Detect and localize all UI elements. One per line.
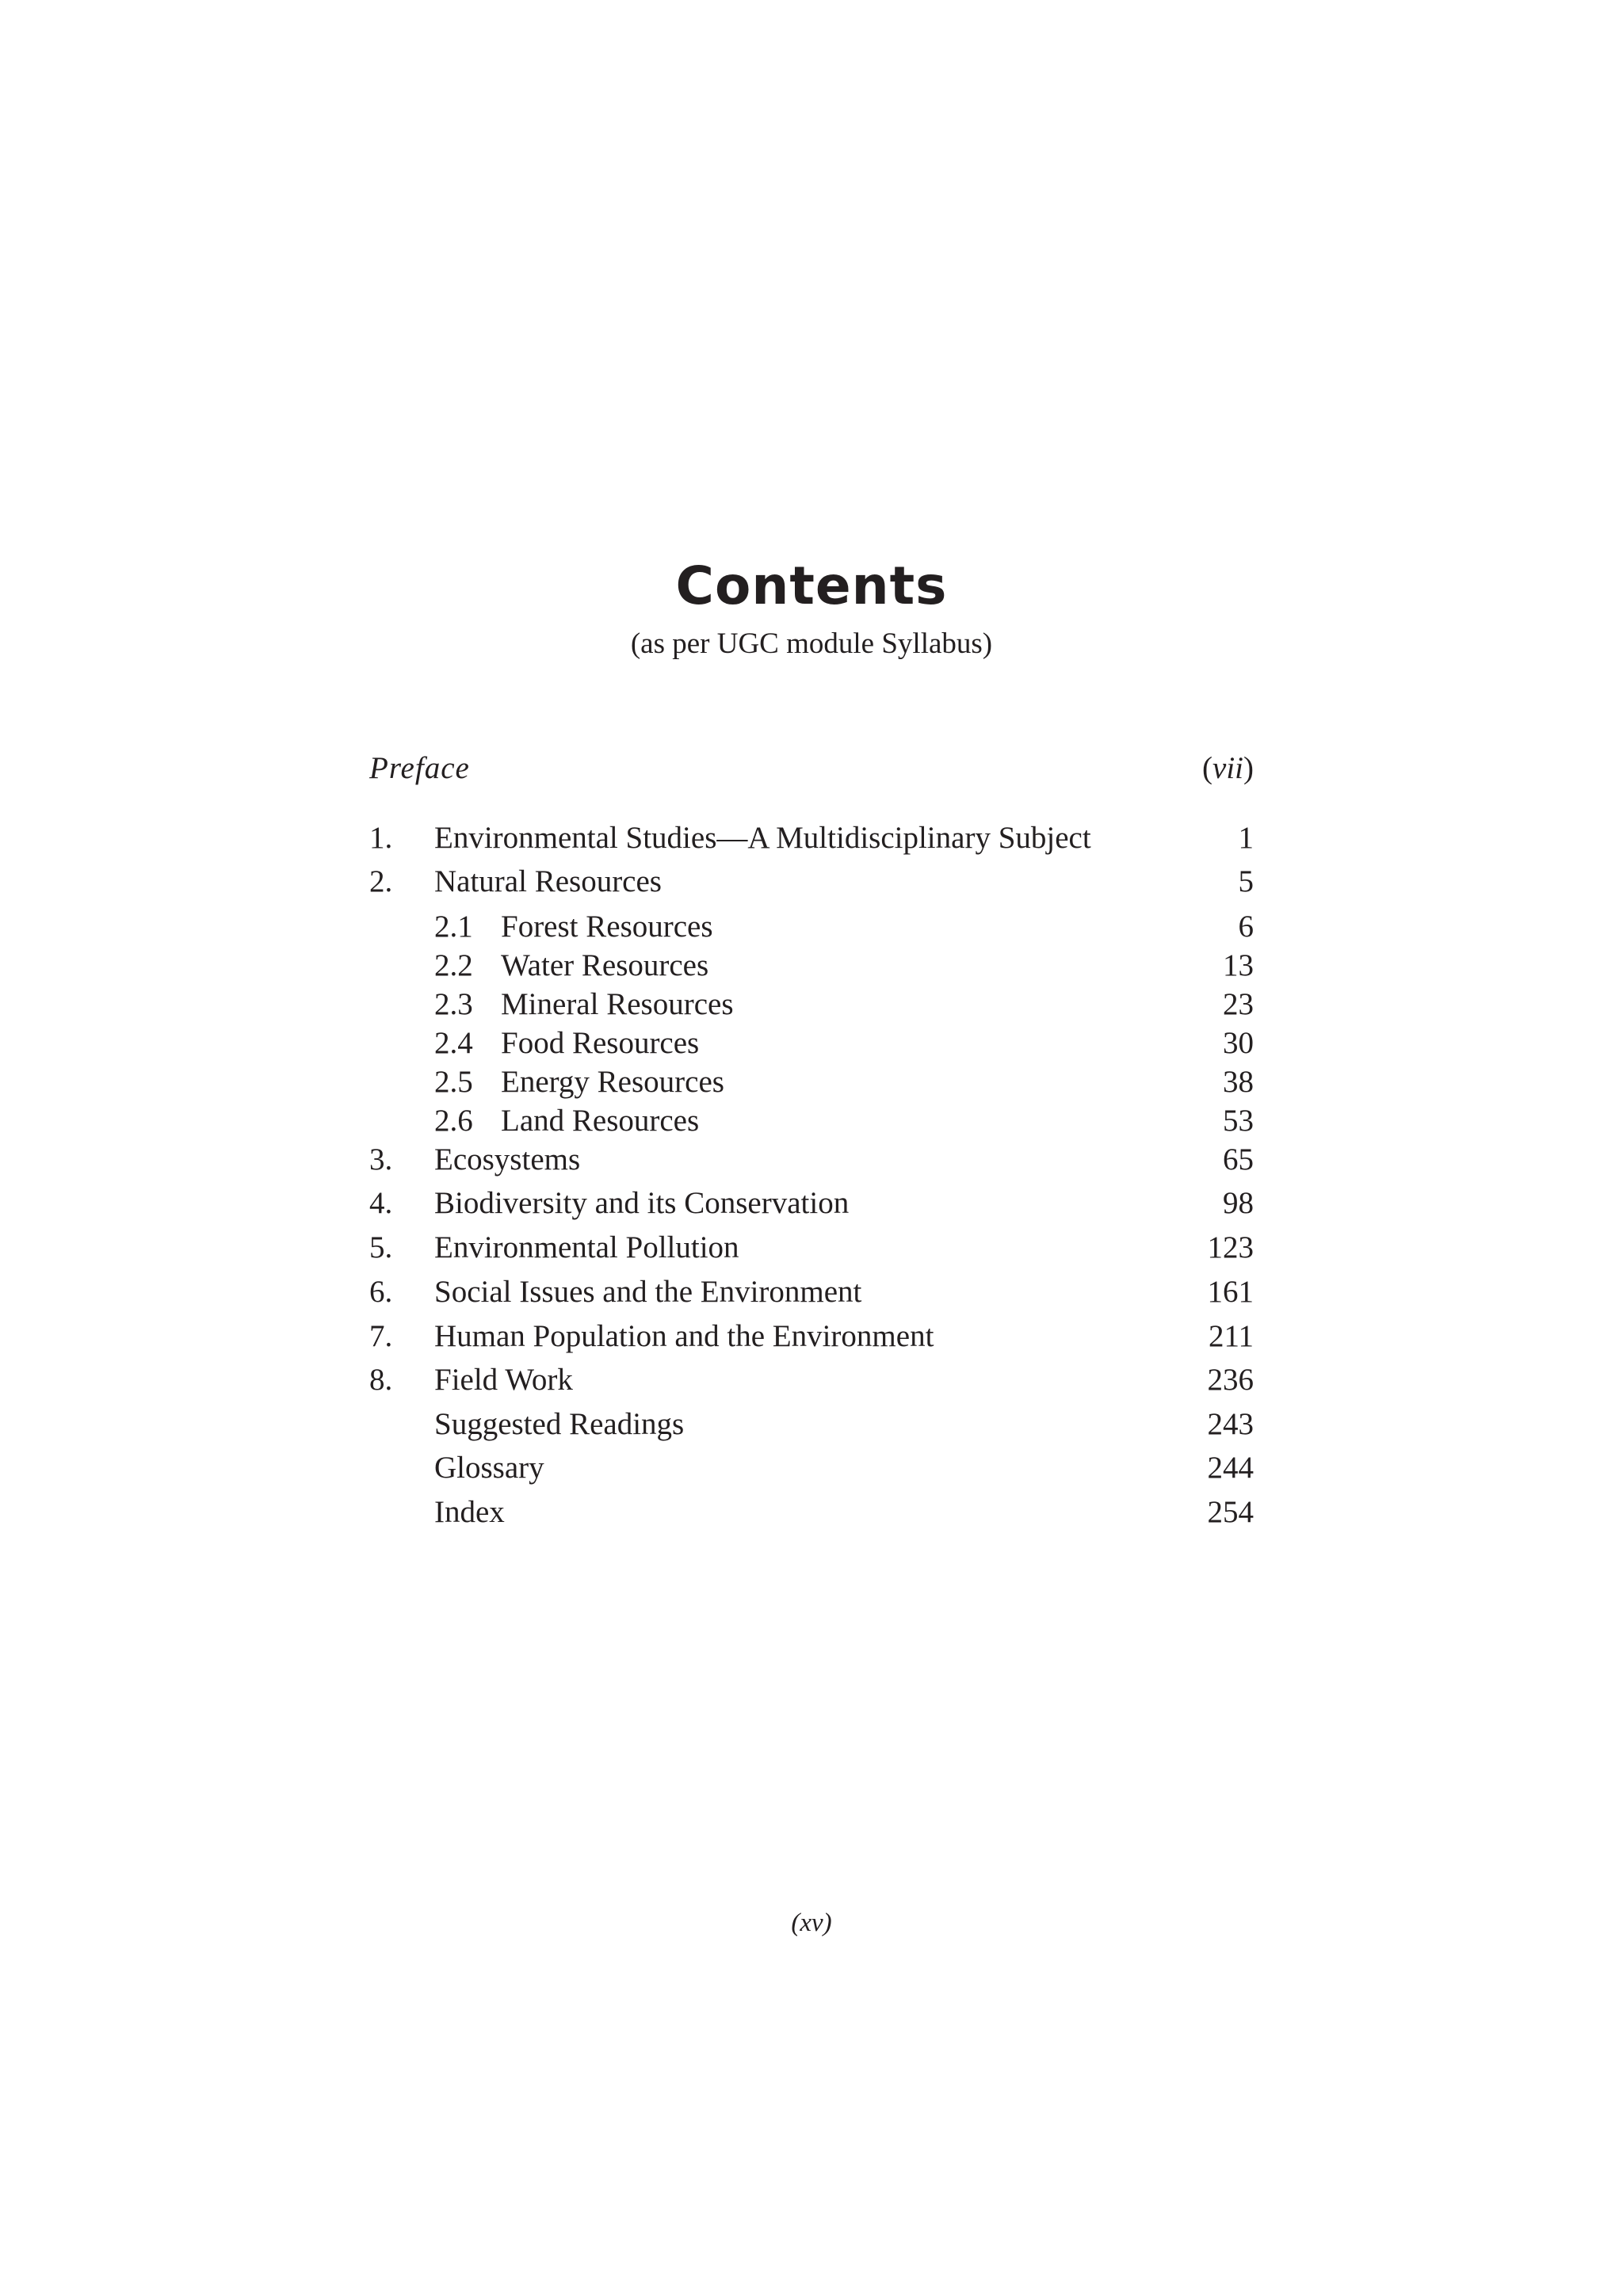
toc-entry-page: 211: [1208, 1319, 1254, 1353]
toc-entry-page: 243: [1207, 1407, 1254, 1441]
toc-entry-page: 254: [1207, 1495, 1254, 1529]
toc-entry-page: 1: [1238, 821, 1254, 855]
toc-entry[interactable]: [369, 1184, 1254, 1223]
page-title: Contents: [675, 555, 948, 616]
toc-subentry[interactable]: [369, 1062, 1254, 1102]
toc-entry-page: 5: [1238, 864, 1254, 898]
toc-entry-title: Glossary: [434, 1451, 544, 1485]
toc-subentry-number: 2.4: [434, 1026, 473, 1060]
toc-entry-page: 161: [1207, 1275, 1254, 1309]
page-folio: (xv): [791, 1909, 832, 1937]
toc-entry-page: 244: [1207, 1451, 1254, 1485]
toc-subentry[interactable]: [369, 946, 1254, 986]
toc-subentry-page: 30: [1223, 1026, 1254, 1060]
toc-subentry-number: 2.2: [434, 948, 473, 982]
toc-entry[interactable]: [369, 1272, 1254, 1312]
toc-entry[interactable]: [369, 1405, 1254, 1444]
toc-entry[interactable]: [369, 1140, 1254, 1180]
toc-subentry[interactable]: [369, 985, 1254, 1024]
toc-subentry-page: 38: [1223, 1065, 1254, 1099]
toc-preface-label: Preface: [369, 751, 470, 785]
toc-preface-row[interactable]: [369, 749, 1254, 788]
toc-subentry-page: 6: [1238, 910, 1254, 944]
toc-subentry[interactable]: [369, 1101, 1254, 1141]
toc-entry-number: 5.: [369, 1230, 393, 1264]
toc-entry[interactable]: [369, 1228, 1254, 1268]
toc-entry-page: 123: [1207, 1230, 1254, 1264]
toc-entry[interactable]: [369, 1493, 1254, 1532]
toc-entry[interactable]: [369, 1360, 1254, 1400]
toc-entry-title: Social Issues and the Environment: [434, 1275, 862, 1309]
toc-entry[interactable]: [369, 1448, 1254, 1488]
toc-subentry-number: 2.5: [434, 1065, 473, 1099]
toc-subentry-title: Forest Resources: [501, 910, 713, 944]
toc-subentry-number: 2.6: [434, 1104, 473, 1138]
toc-entry[interactable]: [369, 818, 1254, 858]
toc-entry-title: Human Population and the Environment: [434, 1319, 934, 1353]
toc-entry[interactable]: [369, 1317, 1254, 1356]
toc-entry-number: 3.: [369, 1142, 393, 1177]
page-subtitle: (as per UGC module Syllabus): [630, 627, 993, 660]
toc-entry[interactable]: [369, 862, 1254, 902]
toc-entry-title: Biodiversity and its Conservation: [434, 1186, 850, 1220]
toc-subentry-title: Water Resources: [501, 948, 709, 982]
toc-entry-number: 2.: [369, 864, 393, 898]
toc-subentry-page: 23: [1223, 987, 1254, 1021]
toc-entry-number: 7.: [369, 1319, 393, 1353]
toc-entry-title: Ecosystems: [434, 1142, 581, 1177]
toc-subentry-number: 2.3: [434, 987, 473, 1021]
toc-subentry-page: 53: [1223, 1104, 1254, 1138]
toc-entry-number: 8.: [369, 1363, 393, 1397]
toc-subentry-number: 2.1: [434, 910, 473, 944]
toc-entry-title: Index: [434, 1495, 505, 1529]
toc-entry-title: Environmental Studies—A Multidisciplinary Subject: [434, 821, 1091, 855]
toc-subentry-page: 13: [1223, 948, 1254, 982]
toc-subentry[interactable]: [369, 1024, 1254, 1063]
toc-entry-title: Suggested Readings: [434, 1407, 685, 1441]
toc-entry-title: Environmental Pollution: [434, 1230, 739, 1264]
toc-subentry-title: Mineral Resources: [501, 987, 734, 1021]
toc-entry-number: 6.: [369, 1275, 393, 1309]
toc-entry-page: 98: [1223, 1186, 1254, 1220]
toc-entry-page: 236: [1207, 1363, 1254, 1397]
toc-subentry-title: Energy Resources: [501, 1065, 724, 1099]
toc-subentry-title: Land Resources: [501, 1104, 700, 1138]
toc-preface-page: (vii): [1202, 751, 1254, 785]
toc-subentry-title: Food Resources: [501, 1026, 700, 1060]
toc-entry-title: Field Work: [434, 1363, 573, 1397]
toc-entry-number: 4.: [369, 1186, 393, 1220]
toc-subentry[interactable]: [369, 907, 1254, 947]
toc-entry-page: 65: [1223, 1142, 1254, 1177]
toc-entry-title: Natural Resources: [434, 864, 662, 898]
toc-entry-number: 1.: [369, 821, 393, 855]
